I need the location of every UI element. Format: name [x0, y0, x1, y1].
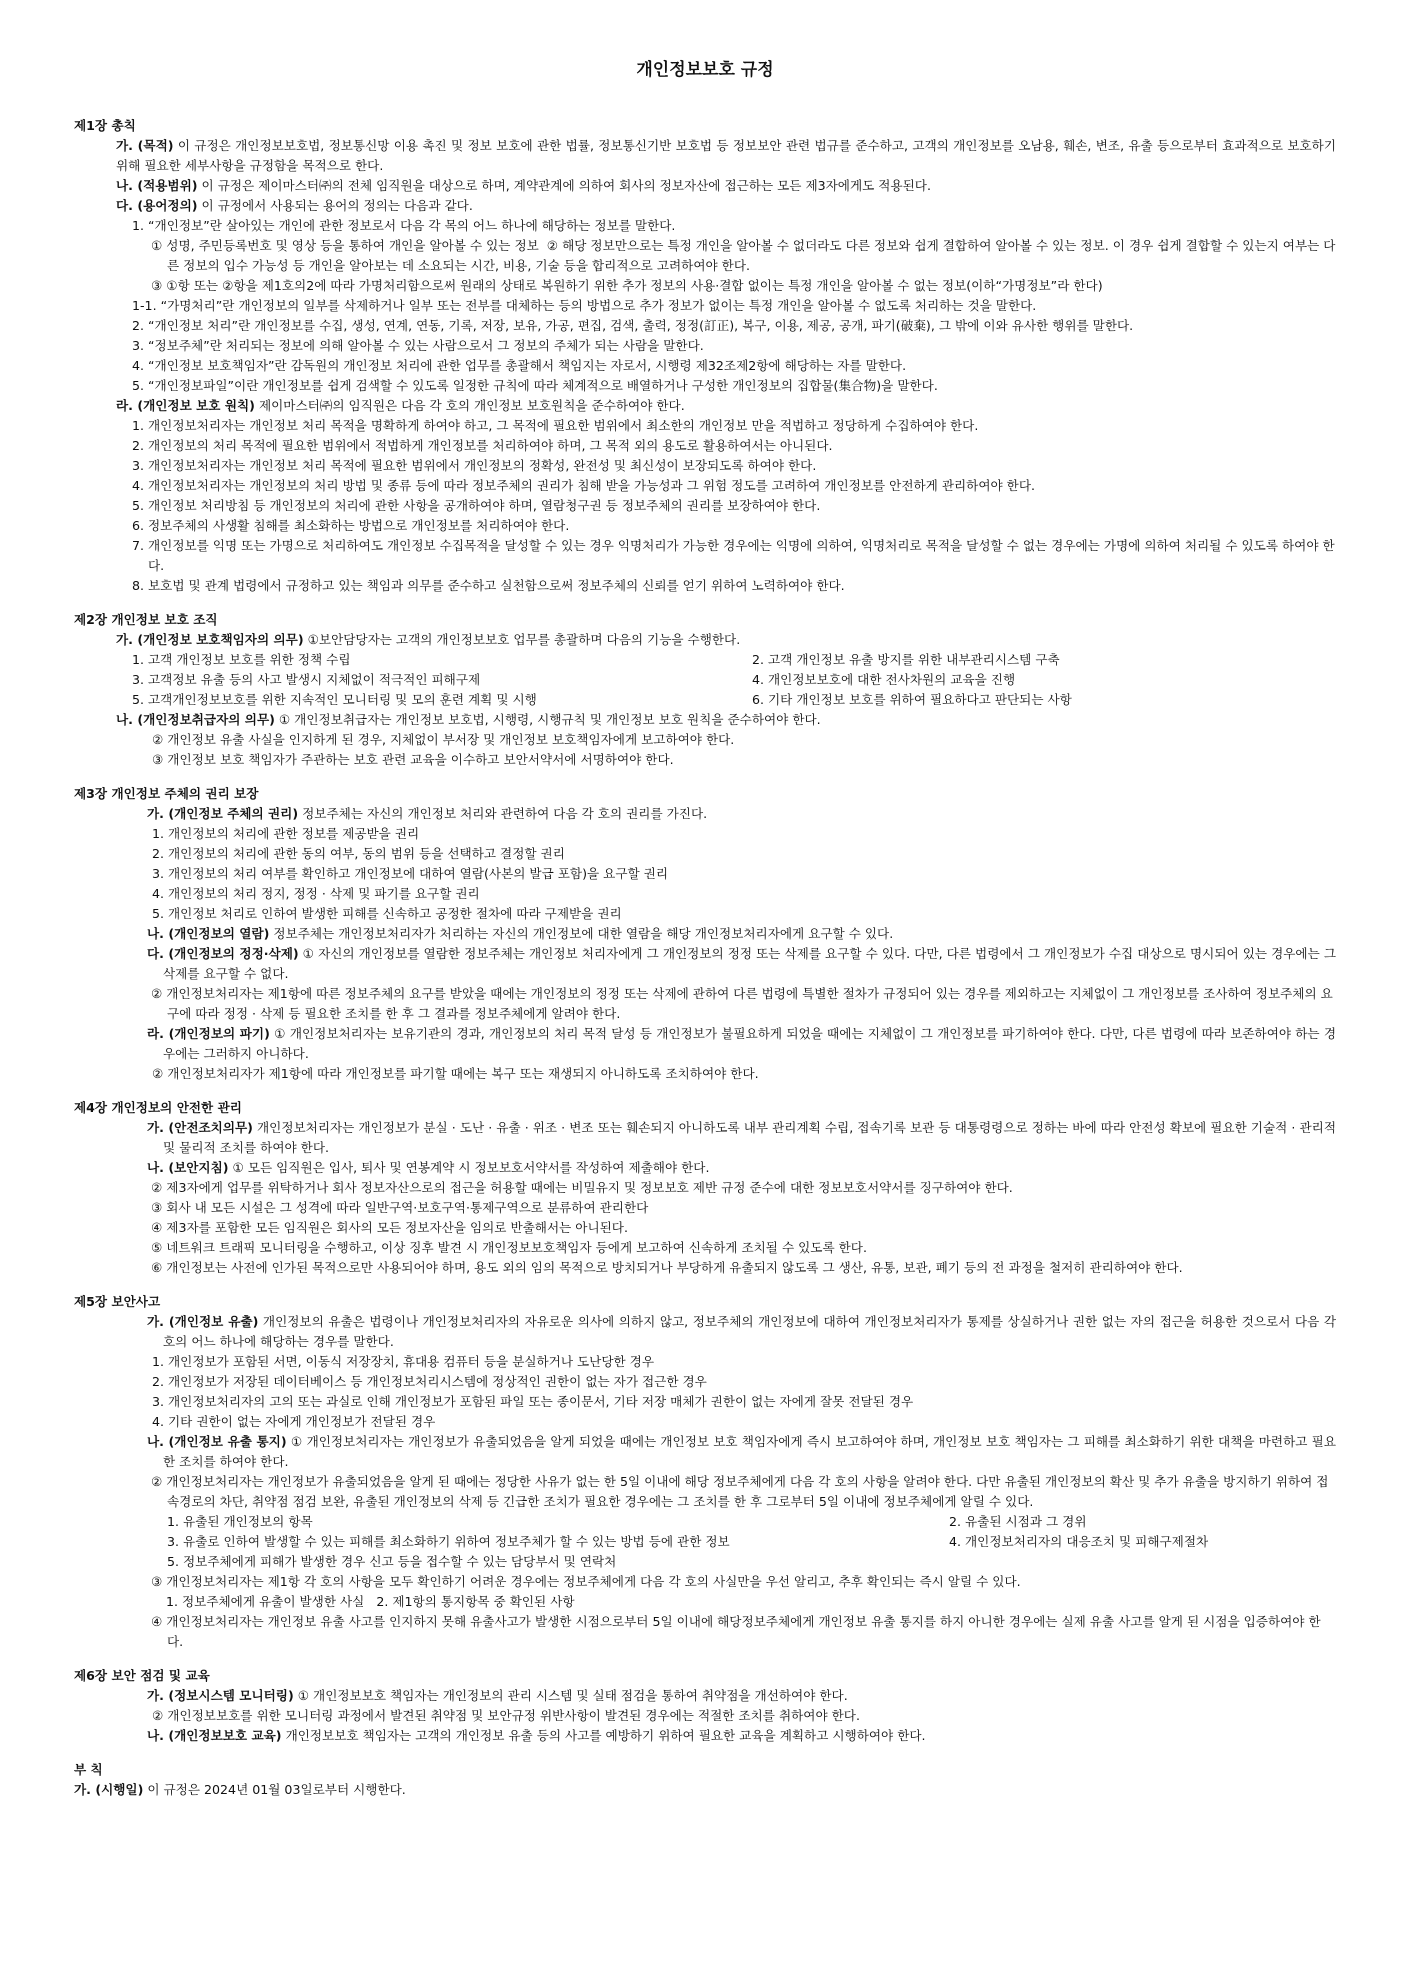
- article: [74, 1726, 1336, 1746]
- clause-item: [74, 536, 1336, 576]
- article-text: 1. 개인정보처리자는 개인정보 처리 목적을 명확하게 하여야 하고, 그 목적에 필요한 범위에서 최소한의 개인정보 만을 적법하고 정당하게 수집하여야 한다.: [132, 418, 979, 433]
- clause-item: [74, 1592, 1336, 1612]
- clause-item: [74, 904, 1336, 924]
- clause-item: [74, 984, 1336, 1024]
- article-text: ④ 제3자를 포함한 모든 임직원은 회사의 모든 정보자산을 임의로 반출해서는 아니된다.: [151, 1220, 628, 1235]
- clause-item: 5. 고객개인정보보호를 위한 지속적인 모니터링 및 모의 훈련 계획 및 시행: [132, 692, 537, 707]
- clause-item: [74, 356, 1336, 376]
- clause-item: [74, 1612, 1336, 1652]
- chapter: [74, 116, 1341, 596]
- article: [74, 804, 1336, 824]
- article-text: ① 모든 임직원은 입사, 퇴사 및 연봉계약 시 정보보호서약서를 작성하여 제출해야 한다.: [228, 1160, 710, 1175]
- article-text: 4. 개인정보처리자는 개인정보의 처리 방법 및 종류 등에 따라 정보주체의 권리가 침해 받을 가능성과 그 위험 정도를 고려하여 개인정보를 안전하게 관리하여야 한다.: [132, 478, 1036, 493]
- article-text: ① 개인정보보호 책임자는 개인정보의 관리 시스템 및 실태 점검을 통하여 취약점을 개선하여야 한다.: [293, 1688, 848, 1703]
- clause-item: [74, 750, 1336, 770]
- article-heading: 나. (보안지침): [147, 1160, 229, 1175]
- clause-item: [74, 1412, 1336, 1432]
- article-text: ⑤ 네트워크 트래픽 모니터링을 수행하고, 이상 징후 발견 시 개인정보보호책임자 등에게 보고하여 신속하게 조치될 수 있도록 한다.: [151, 1240, 867, 1255]
- article-text: 2. 개인정보의 처리 목적에 필요한 범위에서 적법하게 개인정보를 처리하여야 하며, 그 목적 외의 용도로 활용하여서는 아니된다.: [132, 438, 833, 453]
- article-heading: 라. (개인정보의 파기): [147, 1026, 270, 1041]
- article: [74, 1432, 1336, 1472]
- article: [74, 1158, 1336, 1178]
- clause-item: 3. 유출로 인하여 발생할 수 있는 피해를 최소화하기 위하여 정보주체가 할 수 있는 방법 등에 관한 정보: [167, 1534, 730, 1549]
- article-text: 7. 개인정보를 익명 또는 가명으로 처리하여도 개인정보 수집목적을 달성할 수 있는 경우 익명처리가 가능한 경우에는 익명에 의하여, 익명처리로 목적을 달성할 수 없는 경우에는 가명에 의하여 처리될 수 있도록 하여야 한다.: [132, 538, 1335, 573]
- clause-item: [74, 824, 1336, 844]
- clause-item: [74, 1372, 1336, 1392]
- clause-item: [74, 336, 1336, 356]
- clause-item: [74, 576, 1336, 596]
- clause-item: [74, 1706, 1336, 1726]
- article-heading: 나. (개인정보보호 교육): [147, 1728, 282, 1743]
- regulation-document: [74, 58, 1341, 1800]
- clause-item: 5. 정보주체에게 피해가 발생한 경우 신고 등을 접수할 수 있는 담당부서 및 연락처: [167, 1554, 617, 1569]
- article-text: 1. 정보주체에게 유출이 발생한 사실 2. 제1항의 통지항목 중 확인된 사항: [166, 1594, 575, 1609]
- article: [74, 1780, 1336, 1800]
- article-text: 2. 개인정보의 처리에 관한 동의 여부, 동의 범위 등을 선택하고 결정할 권리: [152, 846, 565, 861]
- document-title: 개인정보보호 규정: [636, 60, 774, 80]
- article-text: 1. 개인정보의 처리에 관한 정보를 제공받을 권리: [152, 826, 420, 841]
- article: [74, 136, 1341, 176]
- article-text: 6. 정보주체의 사생활 침해를 최소화하는 방법으로 개인정보를 처리하여야 한다.: [132, 518, 570, 533]
- clause-item-grid: [74, 650, 1336, 710]
- article-text: 4. 개인정보의 처리 정지, 정정 · 삭제 및 파기를 요구할 권리: [152, 886, 480, 901]
- article-text: ② 개인정보처리자가 제1항에 따라 개인정보를 파기할 때에는 복구 또는 재생되지 아니하도록 조치하여야 한다.: [152, 1066, 759, 1081]
- article-text: 2. “개인정보 처리”란 개인정보를 수집, 생성, 연계, 연동, 기록, 저장, 보유, 가공, 편집, 검색, 출력, 정정(訂正), 복구, 이용, 제공, 공개, 파기(破棄), 그 밖에 이와 유사한 행위를 말한다.: [132, 318, 1134, 333]
- clause-item: [74, 456, 1336, 476]
- article-text: ③ 개인정보처리자는 제1항 각 호의 사항을 모두 확인하기 어려운 경우에는 정보주체에게 다음 각 호의 사실만을 우선 알리고, 추후 확인되는 즉시 알릴 수 있다.: [151, 1574, 1021, 1589]
- clause-item: [74, 496, 1336, 516]
- article-heading: 나. (개인정보의 열람): [147, 926, 270, 941]
- article-text: 1. “개인정보”란 살아있는 개인에 관한 정보로서 다음 각 목의 어느 하나에 해당하는 정보를 말한다.: [132, 218, 676, 233]
- clause-item: [74, 376, 1336, 396]
- clause-item: [74, 1352, 1336, 1372]
- clause-item: [74, 1198, 1336, 1218]
- article-text: 3. 개인정보처리자는 개인정보 처리 목적에 필요한 범위에서 개인정보의 정확성, 완전성 및 최신성이 보장되도록 하여야 한다.: [132, 458, 817, 473]
- article-text: 3. “정보주체”란 처리되는 정보에 의해 알아볼 수 있는 사람으로서 그 정보의 주체가 되는 사람을 말한다.: [132, 338, 704, 353]
- article-text: 이 규정에서 사용되는 용어의 정의는 다음과 같다.: [197, 198, 473, 213]
- article-text: ①보안담당자는 고객의 개인정보보호 업무를 총괄하며 다음의 기능을 수행한다.: [303, 632, 741, 647]
- article-heading: 나. (개인정보취급자의 의무): [116, 712, 275, 727]
- clause-item: [74, 1258, 1336, 1278]
- article-text: 4. 기타 권한이 없는 자에게 개인정보가 전달된 경우: [152, 1414, 436, 1429]
- article-text: 5. 개인정보 처리방침 등 개인정보의 처리에 관한 사항을 공개하여야 하며, 열람청구권 등 정보주체의 권리를 보장하여야 한다.: [132, 498, 821, 513]
- chapter: [74, 610, 1336, 770]
- chapter: [74, 1098, 1341, 1278]
- clause-item: [74, 516, 1336, 536]
- article-heading: 가. (시행일): [74, 1782, 144, 1797]
- clause-item-grid: [74, 1512, 1336, 1572]
- clause-item: 2. 고객 개인정보 유출 방지를 위한 내부관리시스템 구축: [752, 652, 1060, 667]
- article-heading: 나. (개인정보 유출 통지): [147, 1434, 287, 1449]
- article: [74, 924, 1336, 944]
- article: [74, 176, 1336, 196]
- article-text: 4. “개인정보 보호책임자”란 감독원의 개인정보 처리에 관한 업무를 총괄해서 책임지는 자로서, 시행령 제32조제2항에 해당하는 자를 말한다.: [132, 358, 907, 373]
- chapter-title: 제1장 총칙: [74, 118, 136, 133]
- article-text: 개인정보처리자는 개인정보가 분실 · 도난 · 유출 · 위조 · 변조 또는 훼손되지 아니하도록 내부 관리계획 수립, 접속기록 보관 등 대통령령으로 정하는 바에 따라 안전성 확보에 필요한 기술적 · 관리적 및 물리적 조치를 하여야 한다.: [163, 1120, 1341, 1155]
- chapter-title: 제5장 보안사고: [74, 1294, 161, 1309]
- clause-item: [74, 884, 1336, 904]
- clause-item: [74, 1472, 1336, 1512]
- clause-item: 2. 유출된 시점과 그 경위: [949, 1514, 1087, 1529]
- article-text: 개인정보의 유출은 법령이나 개인정보처리자의 자유로운 의사에 의하지 않고, 정보주체의 개인정보에 대하여 개인정보처리자가 통제를 상실하거나 권한 없는 자의 접근을 허용한 것으로서 다음 각 호의 어느 하나에 해당하는 경우를 말한다.: [163, 1314, 1340, 1349]
- clause-item: [74, 1392, 1336, 1412]
- article-text: 1-1. “가명처리”란 개인정보의 일부를 삭제하거나 일부 또는 전부를 대체하는 등의 방법으로 추가 정보가 없이는 특정 개인을 알아볼 수 없도록 처리하는 것을 말한다.: [132, 298, 1037, 313]
- article-text: 5. “개인정보파일”이란 개인정보를 쉽게 검색할 수 있도록 일정한 규칙에 따라 체계적으로 배열하거나 구성한 개인정보의 집합물(集合物)을 말한다.: [132, 378, 938, 393]
- article-text: ① 개인정보처리자는 보유기관의 경과, 개인정보의 처리 목적 달성 등 개인정보가 불필요하게 되었을 때에는 지체없이 그 개인정보를 파기하여야 한다. 다만, 다른 법령에 따라 보존하여야 하는 경우에는 그러하지 아니하다.: [163, 1026, 1336, 1061]
- clause-item: [74, 844, 1336, 864]
- article-text: ② 개인정보 유출 사실을 인지하게 된 경우, 지체없이 부서장 및 개인정보 보호책임자에게 보고하여야 한다.: [152, 732, 735, 747]
- clause-item: [949, 1552, 1389, 1572]
- article: [74, 396, 1336, 416]
- clause-item: [74, 236, 1336, 276]
- article: [74, 1686, 1336, 1706]
- article-text: 정보주체는 자신의 개인정보 처리와 관련하여 다음 각 호의 권리를 가진다.: [298, 806, 708, 821]
- article-text: ① 개인정보처리자는 개인정보가 유출되었음을 알게 되었을 때에는 개인정보 보호 책임자에게 즉시 보고하여야 하며, 개인정보 보호 책임자는 그 피해를 최소화하기 위한 대책을 마련하고 필요한 조치를 하여야 한다.: [163, 1434, 1336, 1469]
- article-text: 1. 개인정보가 포함된 서면, 이동식 저장장치, 휴대용 컴퓨터 등을 분실하거나 도난당한 경우: [152, 1354, 655, 1369]
- article: [74, 1312, 1340, 1352]
- chapter: [74, 1666, 1336, 1746]
- clause-item: [74, 1218, 1336, 1238]
- article-heading: 가. (목적): [116, 138, 174, 153]
- article-heading: 가. (안전조치의무): [147, 1120, 253, 1135]
- chapter-title: 제2장 개인정보 보호 조직: [74, 612, 218, 627]
- article-heading: 가. (개인정보 주체의 권리): [147, 806, 299, 821]
- article-text: ③ ①항 또는 ②항을 제1호의2에 따라 가명처리함으로써 원래의 상태로 복원하기 위한 추가 정보의 사용·결합 없이는 특정 개인을 알아볼 수 없는 정보(이하“가명정보”라 한다): [151, 278, 1103, 293]
- article-text: ③ 회사 내 모든 시설은 그 성격에 따라 일반구역·보호구역·통제구역으로 분류하여 관리한다: [151, 1200, 649, 1215]
- clause-item: [74, 1064, 1336, 1084]
- article-heading: 가. (정보시스템 모니터링): [147, 1688, 294, 1703]
- clause-item: [74, 476, 1336, 496]
- article-text: 정보주체는 개인정보처리자가 처리하는 자신의 개인정보에 대한 열람을 해당 개인정보처리자에게 요구할 수 있다.: [269, 926, 894, 941]
- clause-item: [74, 1178, 1336, 1198]
- chapter-title: 제3장 개인정보 주체의 권리 보장: [74, 786, 259, 801]
- article-heading: 다. (개인정보의 정정·삭제): [147, 946, 299, 961]
- clause-item: 3. 고객정보 유출 등의 사고 발생시 지체없이 적극적인 피해구제: [132, 672, 481, 687]
- article-heading: 다. (용어정의): [116, 198, 198, 213]
- clause-item: [74, 864, 1336, 884]
- clause-item: [74, 276, 1336, 296]
- article: [74, 710, 1336, 730]
- chapter: [74, 1760, 1336, 1800]
- chapter-title: 부 칙: [74, 1762, 103, 1777]
- clause-item: 6. 기타 개인정보 보호를 위하여 필요하다고 판단되는 사항: [752, 692, 1072, 707]
- chapter-title: 제6장 보안 점검 및 교육: [74, 1668, 210, 1683]
- clause-item: 1. 고객 개인정보 보호를 위한 정책 수립: [132, 652, 351, 667]
- article-text: ⑥ 개인정보는 사전에 인가된 목적으로만 사용되어야 하며, 용도 외의 임의 목적으로 방치되거나 부당하게 유출되지 않도록 그 생산, 유통, 보관, 폐기 등의 전 과정을 철저히 관리하여야 한다.: [151, 1260, 1183, 1275]
- article-text: ① 성명, 주민등록번호 및 영상 등을 통하여 개인을 알아볼 수 있는 정보 ② 해당 정보만으로는 특정 개인을 알아볼 수 없더라도 다른 정보와 쉽게 결합하여 알아볼 수 있는 정보. 이 경우 쉽게 결합할 수 있는지 여부는 다른 정보의 입수 가능성 등 개인을 알아보는 데 소요되는 시간, 비용, 기술 등을 합리적으로 고려하여야 한다.: [151, 238, 1336, 273]
- article-text: ② 개인정보처리자는 개인정보가 유출되었음을 알게 된 때에는 정당한 사유가 없는 한 5일 이내에 해당 정보주체에게 다음 각 호의 사항을 알려야 한다. 다만 유출된 개인정보의 확산 및 추가 유출을 방지하기 위하여 접속경로의 차단, 취약점 점검 보완, 유출된 개인정보의 삭제 등 긴급한 조치가 필요한 경우에는 그 조치를 한 후 그로부터 5일 이내에 정보주체에게 알릴 수 있다.: [151, 1474, 1329, 1509]
- article-text: 3. 개인정보의 처리 여부를 확인하고 개인정보에 대하여 열람(사본의 발급 포함)을 요구할 권리: [152, 866, 669, 881]
- article: [74, 1118, 1341, 1158]
- chapter: [74, 784, 1341, 1084]
- clause-item: 4. 개인정보처리자의 대응조치 및 피해구제절차: [949, 1534, 1209, 1549]
- article-heading: 가. (개인정보 보호책임자의 의무): [116, 632, 304, 647]
- clause-item: [74, 316, 1336, 336]
- article: [74, 1024, 1336, 1064]
- article-heading: 라. (개인정보 보호 원칙): [116, 398, 255, 413]
- article: [74, 630, 1336, 650]
- article-text: 개인정보보호 책임자는 고객의 개인정보 유출 등의 사고를 예방하기 위하여 필요한 교육을 계획하고 시행하여야 한다.: [281, 1728, 926, 1743]
- article-text: ① 개인정보취급자는 개인정보 보호법, 시행령, 시행규칙 및 개인정보 보호 원칙을 준수하여야 한다.: [274, 712, 821, 727]
- article-text: ④ 개인정보처리자는 개인정보 유출 사고를 인지하지 못해 유출사고가 발생한 시점으로부터 5일 이내에 해당정보주체에게 개인정보 유출 통지를 하지 아니한 경우에는 실제 유출 사고를 알게 된 시점을 입증하여야 한다.: [151, 1614, 1321, 1649]
- clause-item: [74, 416, 1336, 436]
- clause-item: [74, 1572, 1336, 1592]
- article-text: 3. 개인정보처리자의 고의 또는 과실로 인해 개인정보가 포함된 파일 또는 종이문서, 기타 저장 매체가 권한이 없는 자에게 잘못 전달된 경우: [152, 1394, 914, 1409]
- article-heading: 가. (개인정보 유출): [147, 1314, 259, 1329]
- article-text: 8. 보호법 및 관계 법령에서 규정하고 있는 책임과 의무를 준수하고 실천함으로써 정보주체의 신뢰를 얻기 위하여 노력하여야 한다.: [132, 578, 845, 593]
- article-text: 이 규정은 개인정보보호법, 정보통신망 이용 촉진 및 정보 보호에 관한 법률, 정보통신기반 보호법 등 정보보안 관련 법규를 준수하고, 고객의 개인정보를 오남용, 훼손, 변조, 유출 등으로부터 효과적으로 보호하기 위해 필요한 세부사항을 규정함을 목적으로 한다.: [116, 138, 1341, 173]
- chapter-list: [74, 116, 1341, 1800]
- clause-item: [74, 216, 1336, 236]
- chapter: [74, 1292, 1340, 1652]
- article-text: 2. 개인정보가 저장된 데이터베이스 등 개인정보처리시스템에 정상적인 권한이 없는 자가 접근한 경우: [152, 1374, 707, 1389]
- article-text: ③ 개인정보 보호 책임자가 주관하는 보호 관련 교육을 이수하고 보안서약서에 서명하여야 한다.: [152, 752, 674, 767]
- clause-item: [74, 730, 1336, 750]
- chapter-title: 제4장 개인정보의 안전한 관리: [74, 1100, 242, 1115]
- clause-item: 4. 개인정보보호에 대한 전사차원의 교육을 진행: [752, 672, 1016, 687]
- clause-item: [74, 296, 1336, 316]
- article-text: 5. 개인정보 처리로 인하여 발생한 피해를 신속하고 공정한 절차에 따라 구제받을 권리: [152, 906, 622, 921]
- article-text: ② 개인정보처리자는 제1항에 따른 정보주체의 요구를 받았을 때에는 개인정보의 정정 또는 삭제에 관하여 다른 법령에 특별한 절차가 규정되어 있는 경우를 제외하고는 지체없이 그 개인정보를 조사하여 정보주체의 요구에 따라 정정 · 삭제 등 필요한 조치를 한 후 그 결과를 정보주체에게 알려야 한다.: [151, 986, 1333, 1021]
- article: [74, 944, 1341, 984]
- clause-item: [74, 436, 1336, 456]
- article-text: 제이마스터㈜의 임직원은 다음 각 호의 개인정보 보호원칙을 준수하여야 한다.: [254, 398, 685, 413]
- clause-item: 1. 유출된 개인정보의 항목: [167, 1514, 313, 1529]
- article: [74, 196, 1336, 216]
- article-text: ② 개인정보보호를 위한 모니터링 과정에서 발견된 취약점 및 보안규정 위반사항이 발견된 경우에는 적절한 조치를 취하여야 한다.: [152, 1708, 860, 1723]
- article-heading: 나. (적용범위): [116, 178, 198, 193]
- article-text: 이 규정은 2024년 01월 03일로부터 시행한다.: [143, 1782, 406, 1797]
- article-text: ② 제3자에게 업무를 위탁하거나 회사 정보자산으로의 접근을 허용할 때에는 비밀유지 및 정보보호 제반 규정 준수에 대한 정보보호서약서를 징구하여야 한다.: [151, 1180, 1013, 1195]
- article-text: ① 자신의 개인정보를 열람한 정보주체는 개인정보 처리자에게 그 개인정보의 정정 또는 삭제를 요구할 수 있다. 다만, 다른 법령에서 그 개인정보가 수집 대상으로 명시되어 있는 경우에는 그 삭제를 요구할 수 없다.: [163, 946, 1341, 981]
- clause-item: [74, 1238, 1336, 1258]
- article-text: 이 규정은 제이마스터㈜의 전체 임직원을 대상으로 하며, 계약관계에 의하여 회사의 정보자산에 접근하는 모든 제3자에게도 적용된다.: [197, 178, 931, 193]
